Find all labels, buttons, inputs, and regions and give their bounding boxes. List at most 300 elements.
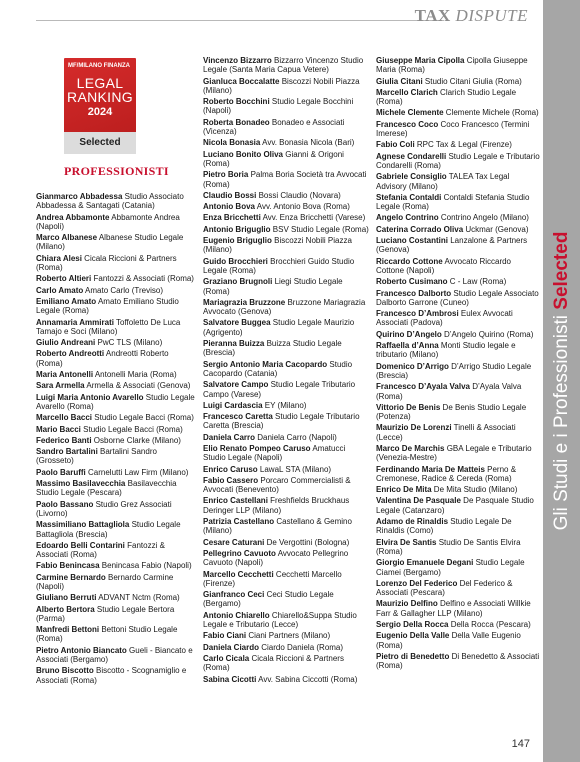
badge-brand: MF/MILANO FINANZA (68, 63, 130, 69)
directory-entry (376, 652, 541, 671)
entry-name: Sandro Bartalini (36, 447, 98, 457)
directory-entry (203, 257, 369, 276)
badge-line1: LEGAL (76, 75, 124, 91)
entry-name: Fabio Coli (376, 140, 415, 150)
directory-entry (203, 360, 369, 379)
directory-entry (376, 341, 541, 360)
directory-entry (36, 593, 196, 602)
entry-name: Emiliano Amato (36, 296, 97, 306)
entry-name: Quirino D’Angelo (376, 329, 442, 339)
entry-firm: Avv. Antonio Bova (Roma) (255, 202, 350, 212)
directory-entry (376, 289, 541, 308)
entry-firm: Contaldi Stefania Studio Legale (Roma) (376, 192, 530, 212)
entry-firm: Studio Legale Tributario Caretta (Brescia) (203, 412, 360, 431)
section-title: PROFESSIONISTI (64, 164, 169, 178)
entry-name: Pellegrino Cavuoto (203, 548, 276, 558)
directory-entry (36, 393, 196, 412)
directory-entry (203, 138, 369, 147)
entry-name: Cesare Caturani (203, 537, 265, 547)
entry-firm: Cipolla Giuseppe Maria (Roma) (376, 56, 528, 75)
entry-name: Salvatore Buggea (203, 318, 271, 328)
entry-name: Guido Brocchieri (203, 256, 268, 266)
entry-firm: Buizza Studio Legale (Brescia) (203, 339, 342, 358)
entry-firm: Ciardo Daniela (Roma) (259, 642, 344, 652)
directory-entry (36, 500, 196, 519)
page-header (0, 0, 534, 36)
entry-firm: Studio Legale Bertora (Parma) (36, 604, 175, 623)
entry-name: Vincenzo Bizzarro (203, 56, 272, 65)
directory-entry (36, 520, 196, 539)
badge-line2: RANKING (67, 89, 133, 105)
directory-entry (376, 485, 541, 494)
directory-entry (203, 236, 369, 255)
directory-entry (376, 362, 541, 381)
entry-name: Antonio Bova (203, 202, 255, 212)
column-3 (376, 56, 541, 673)
entry-name: Enrico Castellani (203, 496, 268, 506)
entry-name: Roberto Andreotti (36, 349, 105, 359)
directory-entry (376, 330, 541, 339)
entry-firm: Bettoni Studio Legale (Roma) (36, 625, 178, 644)
directory-entry (376, 631, 541, 650)
entry-name: Gabriele Consiglio (376, 172, 447, 182)
entry-firm: Cicala Riccioni & Partners (Roma) (203, 653, 344, 673)
entry-firm: Cecchetti Marcello (Firenze) (203, 569, 342, 588)
entry-name: Fabio Cassero (203, 475, 259, 485)
entry-firm: Toffoletto De Luca Tamajo e Soci (Milano) (36, 317, 181, 336)
directory-entry (203, 465, 369, 474)
entry-name: Angelo Contrino (376, 213, 439, 223)
entry-firm: TALEA Tax Legal Advisory (Milano) (376, 172, 510, 191)
entry-name: Roberto Bocchini (203, 97, 270, 107)
directory-entry (376, 213, 541, 222)
entry-firm: Studio Legale Associato Dalborto Garrone (Cuneo) (376, 288, 539, 307)
entry-firm: Amato Emiliano Studio Legale (Roma) (36, 296, 179, 316)
directory-entry (36, 468, 196, 477)
entry-firm: Perno & Cremonese, Radice & Cereda (Roma) (376, 464, 517, 483)
directory-entry (376, 277, 541, 286)
entry-firm: Castellano & Gemino (Milano) (203, 517, 352, 536)
directory-entry (376, 152, 541, 171)
entry-name: Giulia Citani (376, 76, 423, 86)
entry-firm: PwC TLS (Milano) (95, 338, 163, 348)
directory-entry (203, 496, 369, 515)
entry-firm: Della Rocca (Pescara) (448, 620, 531, 630)
entry-firm: Studio Legale Bacci (Roma) (80, 424, 183, 434)
directory-entry (376, 382, 541, 401)
entry-name: Daniela Ciardo (203, 642, 260, 652)
entry-firm: Armella & Associati (Genova) (84, 381, 191, 391)
entry-firm: Studio Cacopardo (Catania) (203, 359, 353, 378)
entry-name: Chiara Alesi (36, 253, 82, 263)
entry-name: Pieranna Buizza (203, 339, 265, 349)
directory-entry (203, 433, 369, 442)
entry-name: Mario Bacci (36, 424, 81, 434)
entry-name: Francesco Caretta (203, 412, 273, 422)
entry-name: Giulio Andreani (36, 338, 96, 348)
directory-entry (203, 631, 369, 640)
entry-name: Elio Renato Pompeo Caruso (203, 443, 311, 453)
entry-name: Sergio Antonio Maria Cacopardo (203, 359, 328, 369)
entry-firm: Della Valle Eugenio (Roma) (376, 631, 521, 650)
directory-entry (36, 233, 196, 252)
directory-entry (36, 436, 196, 445)
directory-entry (376, 236, 541, 255)
entry-name: Francesco D’Ayala Valva (376, 382, 470, 392)
entry-name: Michele Clemente (376, 108, 444, 118)
entry-firm: Basilavecchia Studio Legale (Pescara) (36, 479, 177, 498)
entry-name: Marco De Marchis (376, 443, 445, 453)
entry-firm: Freshfields Bruckhaus Deringer LLP (Milano) (203, 496, 350, 515)
legal-ranking-badge (64, 58, 136, 154)
directory-entry (36, 541, 196, 560)
side-banner-highlight: Selected (550, 231, 572, 310)
entry-name: Graziano Brugnoli (203, 277, 273, 287)
entry-name: Carmine Bernardo (36, 572, 106, 582)
directory-entry (36, 561, 196, 570)
entry-firm: Studio Legale Maurizio (Agrigento) (203, 318, 355, 337)
column-1 (36, 192, 196, 687)
entry-firm: Studio Legale Ciamei (Bergamo) (376, 558, 525, 577)
entry-name: Gianluca Boccalatte (203, 76, 280, 86)
entry-name: Luigi Maria Antonio Avarello (36, 392, 144, 402)
entry-name: Andrea Abbamonte (36, 212, 110, 222)
directory-entry (36, 213, 196, 232)
entry-name: Alberto Bertora (36, 604, 95, 614)
entry-firm: Ciani Partners (Milano) (246, 631, 331, 641)
directory-entry (376, 257, 541, 276)
entry-firm: Eulex Avvocati Associati (Padova) (376, 309, 513, 328)
entry-name: Vittorio De Benis (376, 402, 441, 412)
entry-name: Luciano Costantini (376, 236, 448, 246)
directory-entry (203, 590, 369, 609)
entry-firm: Studio Legale De Rinaldis (Como) (376, 517, 512, 536)
directory-entry (376, 77, 541, 86)
entry-firm: Bruzzone Mariagrazia Avvocato (Genova) (203, 297, 366, 317)
entry-firm: De Benis Studio Legale (Potenza) (376, 402, 527, 422)
directory-entry (376, 225, 541, 234)
directory-entry (376, 56, 541, 75)
entry-name: Ferdinando Maria De Matteis (376, 464, 485, 474)
page-number: 147 (511, 738, 530, 750)
entry-name: Pietro Boria (203, 170, 249, 180)
entry-firm: Tinelli & Associati (Lecce) (376, 423, 516, 442)
entry-name: Salvatore Campo (203, 380, 269, 390)
directory-entry (376, 444, 541, 463)
directory-entry (376, 538, 541, 557)
directory-entry (36, 338, 196, 347)
entry-name: Maurizio De Lorenzi (376, 423, 452, 433)
directory-entry (203, 277, 369, 296)
entry-name: Claudio Bossi (203, 190, 257, 200)
directory-entry (376, 172, 541, 191)
entry-name: Francesco Dalborto (376, 288, 452, 298)
directory-entry (376, 465, 541, 484)
entry-firm: Antonelli Maria (Roma) (93, 370, 177, 380)
entry-firm: Studio Legale Bocchini (Napoli) (203, 97, 354, 116)
directory-entry (36, 318, 196, 337)
directory-entry (376, 620, 541, 629)
directory-entry (203, 77, 369, 96)
directory-entry (203, 401, 369, 410)
entry-firm: Bonadeo e Associati (Vicenza) (203, 117, 345, 137)
directory-entry (376, 517, 541, 536)
entry-name: Eugenio Della Valle (376, 631, 450, 641)
entry-firm: D’Ayala Valva (Roma) (376, 382, 522, 401)
directory-entry (36, 447, 196, 466)
entry-firm: De Mita Studio (Milano) (431, 485, 518, 495)
entry-name: Roberto Altieri (36, 274, 92, 284)
entry-firm: Del Federico & Associati (Pescara) (376, 578, 513, 598)
directory-entry (203, 643, 369, 652)
entry-firm: LawaL STA (Milano) (257, 464, 332, 474)
directory-entry (36, 297, 196, 316)
entry-firm: Avv. Sabina Ciccotti (Roma) (256, 674, 358, 684)
directory-entry (36, 625, 196, 644)
directory-entry (203, 118, 369, 137)
entry-firm: Studio Legale e Tributario Condarelli (Roma) (376, 151, 540, 170)
entry-name: Nicola Bonasia (203, 138, 261, 148)
entry-name: Massimiliano Battagliola (36, 520, 130, 530)
entry-firm: Liegi Studio Legale (Roma) (203, 277, 343, 296)
directory-entry (376, 403, 541, 422)
directory-entry (376, 108, 541, 117)
entry-name: Marcello Clarich (376, 87, 438, 97)
directory-entry (203, 549, 369, 568)
directory-entry (376, 423, 541, 442)
directory-entry (203, 654, 369, 673)
entry-name: Valentina De Pasquale (376, 496, 461, 506)
entry-firm: Uckmar (Genova) (463, 224, 529, 234)
entry-firm: Bartalini Sandro (Grosseto) (36, 447, 157, 466)
entry-firm: Carnelutti Law Firm (Milano) (85, 467, 189, 477)
entry-firm: De Pasquale Studio Legale (Catanzaro) (376, 496, 534, 515)
entry-name: Marco Albanese (36, 233, 98, 243)
publication-logo (415, 6, 528, 26)
entry-firm: Studio Legale Bacci (Roma) (92, 413, 194, 423)
entry-name: Giorgio Emanuele Degani (376, 558, 474, 568)
entry-name: Francesco Coco (376, 119, 439, 129)
entry-firm: Gianni & Origoni (Roma) (203, 149, 344, 168)
directory-entry (36, 573, 196, 592)
entry-name: Manfredi Bettoni (36, 625, 100, 635)
logo-dispute: DISPUTE (455, 6, 528, 25)
directory-entry (203, 298, 369, 317)
entry-firm: Delfino e Associati Willkie Farr & Gallagher LLP (Milano) (376, 599, 531, 618)
column-2 (203, 56, 369, 686)
entry-firm: Biscotto - Scognamiglio e Associati (Roma) (36, 666, 187, 685)
entry-firm: Bizzarro Vincenzo Studio Legale (Santa Maria Capua Vetere) (203, 56, 364, 75)
entry-firm: BSV Studio Legale (Roma) (270, 224, 369, 234)
entry-name: Antonio Briguglio (203, 224, 271, 234)
entry-name: Sergio Della Rocca (376, 620, 449, 630)
entry-firm: Osborne Clarke (Milano) (91, 435, 181, 445)
entry-firm: Cicala Riccioni & Partners (Roma) (36, 253, 177, 273)
entry-name: Luciano Bonito Oliva (203, 149, 284, 159)
directory-entry (203, 225, 369, 234)
entry-name: Maurizio Delfino (376, 599, 438, 609)
directory-entry (376, 120, 541, 139)
entry-name: Roberto Cusimano (376, 277, 448, 287)
entry-firm: Palma Boria Società tra Avvocati (Roma) (203, 170, 367, 189)
entry-name: Luigi Cardascia (203, 400, 263, 410)
directory-entry (203, 56, 369, 75)
entry-firm: Gueli - Biancato e Associati (Bergamo) (36, 645, 193, 665)
entry-name: Marcello Cecchetti (203, 569, 274, 579)
entry-name: Roberta Bonadeo (203, 117, 270, 127)
entry-firm: De Vergottini (Bologna) (264, 537, 350, 547)
directory-entry (36, 646, 196, 665)
entry-firm: Avvocato Pellegrino Cavuoto (Napoli) (203, 548, 349, 568)
directory-entry (203, 339, 369, 358)
entry-firm: Biscozzi Nobili Piazza (Milano) (203, 236, 352, 255)
entry-firm: Biscozzi Nobili Piazza (Milano) (203, 76, 360, 95)
entry-firm: Di Benedetto & Associati (Roma) (376, 651, 540, 671)
directory-entry (36, 254, 196, 273)
directory-entry (203, 517, 369, 536)
header-rule (36, 20, 444, 21)
directory-entry (36, 286, 196, 295)
entry-firm: Ceci Studio Legale (Bergamo) (203, 590, 334, 609)
entry-name: Maria Antonelli (36, 370, 94, 380)
entry-firm: Clarich Studio Legale (Roma) (376, 87, 517, 107)
entry-name: Eugenio Briguglio (203, 236, 272, 246)
directory-entry (36, 605, 196, 624)
entry-firm: Albanese Studio Legale (Milano) (36, 233, 184, 252)
directory-entry (203, 170, 369, 189)
entry-name: Gianmarco Abbadessa (36, 192, 123, 201)
entry-name: Stefania Contaldi (376, 192, 442, 202)
entry-firm: Avv. Enza Bricchetti (Varese) (260, 213, 366, 223)
directory-entry (36, 425, 196, 434)
entry-firm: Bernardo Carmine (Napoli) (36, 572, 174, 591)
directory-entry (36, 192, 196, 211)
entry-firm: C - Law (Roma) (447, 277, 507, 287)
directory-entry (203, 213, 369, 222)
entry-firm: RPC Tax & Legal (Firenze) (414, 140, 512, 150)
directory-entry (203, 191, 369, 200)
entry-name: Patrizia Castellano (203, 517, 275, 527)
entry-firm: Benincasa Fabio (Napoli) (99, 561, 192, 571)
entry-name: Paolo Baruffi (36, 467, 86, 477)
directory-entry (36, 349, 196, 368)
directory-entry (36, 274, 196, 283)
entry-firm: Studio Legale Avarello (Roma) (36, 392, 195, 411)
directory-entry (376, 599, 541, 618)
logo-tax: TAX (414, 6, 451, 25)
entry-firm: EY (Milano) (262, 400, 307, 410)
entry-name: Annamaria Ammirati (36, 317, 114, 327)
entry-name: Enza Bricchetti (203, 213, 261, 223)
entry-name: Edoardo Belli Contarini (36, 540, 125, 550)
directory-entry (203, 611, 369, 630)
entry-name: Pietro Antonio Biancato (36, 645, 127, 655)
entry-name: Antonio Chiarello (203, 610, 270, 620)
directory-entry (203, 380, 369, 399)
entry-name: Lorenzo Del Federico (376, 578, 458, 588)
entry-name: Caterina Corrado Oliva (376, 224, 464, 234)
directory-entry (36, 413, 196, 422)
directory-entry (36, 370, 196, 379)
entry-name: Enrico Caruso (203, 464, 258, 474)
entry-firm: Amatucci Studio Legale (Napoli) (203, 443, 346, 463)
entry-name: Daniela Carro (203, 432, 256, 442)
badge-year: 2024 (87, 106, 113, 118)
entry-firm: Chiarello&Suppa Studio Legale e Tributario (Lecce) (203, 610, 357, 630)
directory-entry (203, 675, 369, 684)
side-banner-label: Gli Studi e i Professionisti (550, 309, 572, 531)
entry-firm: Studio Associato Abbadessa & Santagati (Catania) (36, 192, 184, 211)
entry-name: Riccardo Cottone (376, 256, 443, 266)
entry-firm: ADVANT Nctm (Roma) (96, 593, 180, 603)
entry-firm: Coco Francesco (Termini Imerese) (376, 119, 530, 139)
entry-firm: Porcaro Commercialisti & Avvocati (Benevento) (203, 475, 351, 495)
entry-name: Fabio Ciani (203, 631, 247, 641)
entry-name: Carlo Cicala (203, 653, 250, 663)
directory-entry (36, 666, 196, 685)
entry-name: Raffaella d’Anna (376, 341, 439, 351)
entry-name: Pietro di Benedetto (376, 651, 450, 661)
directory-entry (376, 88, 541, 107)
directory-entry (203, 444, 369, 463)
directory-entry (203, 538, 369, 547)
entry-name: Paolo Bassano (36, 499, 94, 509)
entry-name: Sara Armella (36, 381, 85, 391)
entry-name: Carlo Amato (36, 285, 84, 295)
entry-firm: Clemente Michele (Roma) (443, 108, 539, 118)
entry-name: Fabio Benincasa (36, 561, 100, 571)
directory-entry (36, 381, 196, 390)
entry-name: Federico Banti (36, 435, 92, 445)
directory-entry (376, 309, 541, 328)
entry-name: Adamo de Rinaldis (376, 517, 449, 527)
entry-name: Giuliano Berruti (36, 593, 97, 603)
directory-entry (203, 150, 369, 169)
entry-firm: Contrino Angelo (Milano) (438, 213, 529, 223)
entry-firm: Avvocato Riccardo Cottone (Napoli) (376, 256, 512, 275)
directory-entry (203, 202, 369, 211)
badge-selected: Selected (64, 132, 136, 154)
directory-entry (203, 318, 369, 337)
entry-name: Enrico De Mita (376, 485, 432, 495)
entry-firm: Daniela Carro (Napoli) (255, 432, 337, 442)
entry-firm: Studio Grez Associati (Livorno) (36, 499, 172, 518)
entry-firm: Studio Citani Giulia (Roma) (422, 76, 522, 86)
entry-firm: Studio De Santis Elvira (Roma) (376, 537, 521, 556)
entry-firm: Lanzalone & Partners (Genova) (376, 236, 528, 255)
directory-entry (203, 412, 369, 431)
directory-entry (376, 579, 541, 598)
entry-firm: Brocchieri Guido Studio Legale (Roma) (203, 256, 355, 275)
entry-name: Agnese Condarelli (376, 151, 447, 161)
side-banner (543, 0, 580, 762)
directory-entry (376, 193, 541, 212)
entry-firm: Studio Legale Tributario Campo (Varese) (203, 380, 356, 399)
entry-name: Mariagrazia Bruzzone (203, 297, 286, 307)
entry-name: Marcello Bacci (36, 413, 93, 423)
entry-firm: GBA Legale e Tributario (Venezia-Mestre) (376, 443, 532, 463)
entry-firm: Fantozzi & Associati (Roma) (91, 274, 194, 284)
directory-entry (203, 97, 369, 116)
entry-name: Gianfranco Ceci (203, 590, 265, 600)
entry-firm: Avv. Bonasia Nicola (Bari) (260, 138, 355, 148)
directory-entry (376, 496, 541, 515)
entry-firm: Fantozzi & Associati (Roma) (36, 540, 165, 560)
entry-firm: Andreotti Roberto (Roma) (36, 349, 169, 368)
directory-entry (376, 140, 541, 149)
entry-name: Giuseppe Maria Cipolla (376, 56, 465, 65)
entry-name: Sabina Cicotti (203, 674, 257, 684)
